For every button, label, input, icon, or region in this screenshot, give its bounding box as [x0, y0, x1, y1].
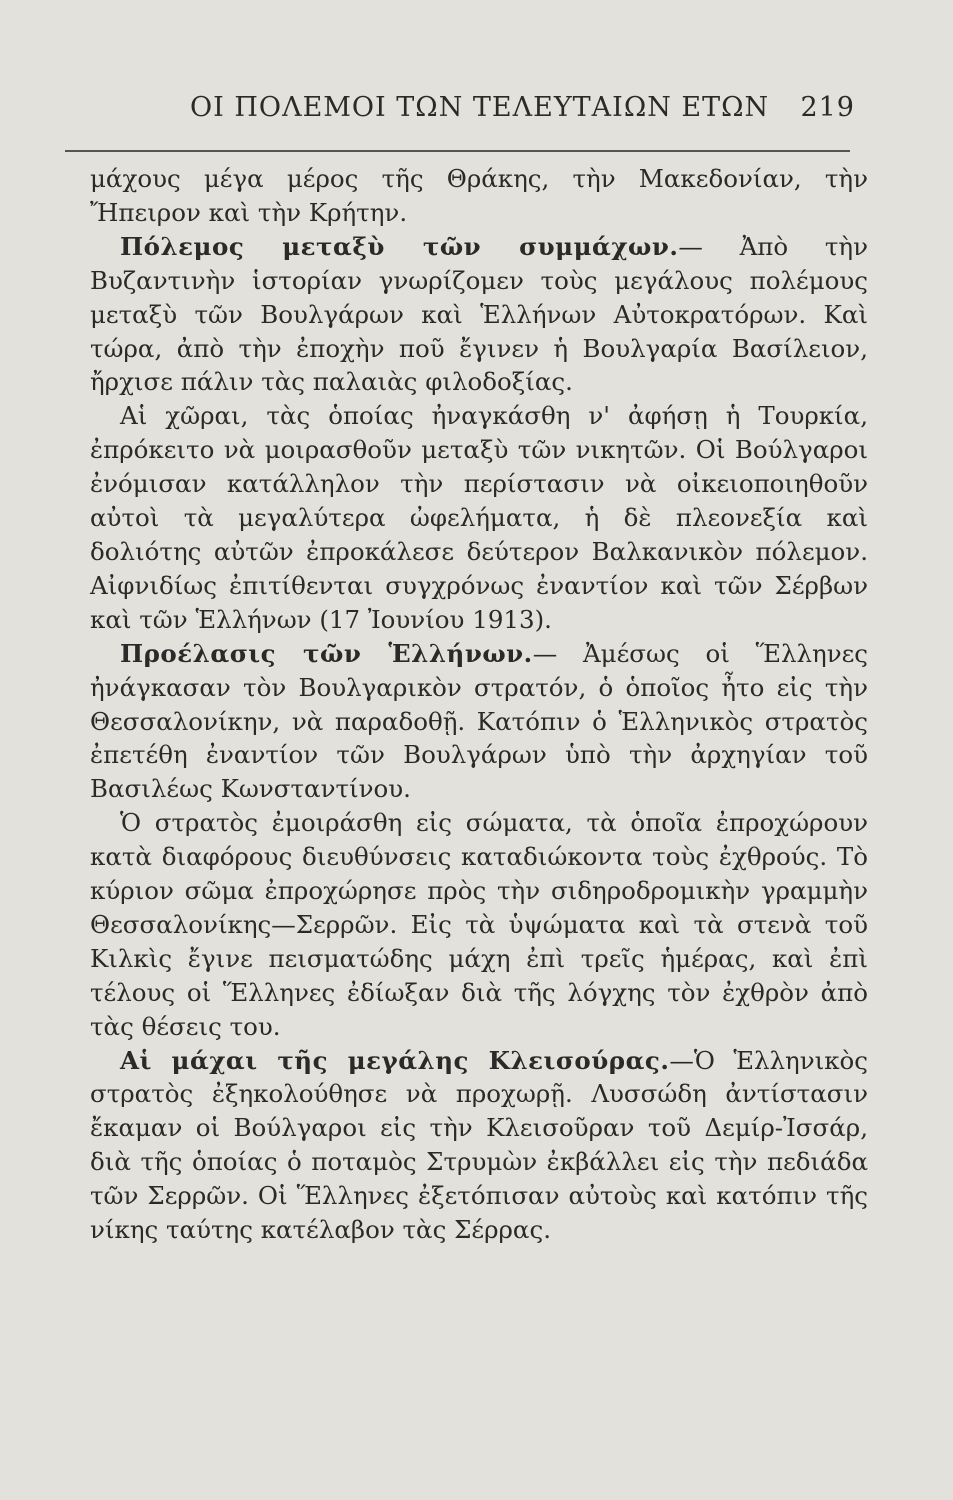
page-header [95, 92, 855, 132]
paragraph: Αἱ χῶραι, τὰς ὁποίας ἠναγκάσθη ν' ἀφήσῃ ἡ Τουρκία, ἐπρόκειτο νὰ μοιρασθοῦν μεταξὺ τῶν νικητῶν. Οἱ Βούλγαροι ἐνόμισαν κατάλληλον τὴν περίστασιν νὰ οἰκειοποιηθοῦν αὐτοὶ τὰ μεγαλύτερα ὠφελήματα, ἡ δὲ πλεονεξία καὶ δολιότης αὐτῶν ἐπροκάλεσε δεύτερον Βαλκανικὸν πόλεμον. Αἰφνιδίως ἐπιτίθενται συγχρόνως ἐναντίον καὶ τῶν Σέρβων καὶ τῶν Ἑλλήνων (17 Ἰουνίου 1913). [90, 401, 868, 634]
paragraph [90, 637, 868, 807]
paragraph-text: — Ἀμέσως οἱ Ἕλληνες ἠνάγκασαν τὸν Βουλγαρικὸν στρατόν, ὁ ὁποῖος ἦτο εἰς τὴν Θεσσαλονίκην, νὰ παραδοθῇ. Κατόπιν ὁ Ἑλληνικὸς στρατὸς ἐπετέθη ἐναντίον τῶν Βουλγάρων ὑπὸ τὴν ἀρχηγίαν τοῦ Βασιλέως Κωνσταντίνου. [90, 638, 869, 804]
header-rule [65, 150, 850, 152]
paragraph: μάχους μέγα μέρος τῆς Θράκης, τὴν Μακεδονίαν, τὴν Ἤπειρον καὶ τὴν Κρήτην. [90, 164, 868, 227]
paragraph [90, 1044, 868, 1247]
section-heading: Αἱ μάχαι τῆς μεγάλης Κλεισούρας. [120, 1045, 670, 1075]
paragraph [90, 230, 868, 400]
section-heading: Πόλεμος μεταξὺ τῶν συμμάχων. [120, 231, 679, 261]
paragraph-text: —Ὁ Ἑλληνικὸς στρατὸς ἐξηκολούθησε νὰ προχωρῇ. Λυσσώδη ἀντίστασιν ἔκαμαν οἱ Βούλγαροι εἰς τὴν Κλεισοῦραν τοῦ Δεμίρ-Ἰσσάρ, διὰ τῆς ὁποίας ὁ ποταμὸς Στρυμὼν ἐκβάλλει εἰς τὴν πεδιάδα τῶν Σερρῶν. Οἱ Ἕλληνες ἐξετόπισαν αὐτοὺς καὶ κατόπιν τῆς νίκης ταύτης κατέλαβον τὰς Σέρρας. [90, 1045, 868, 1245]
section-heading: Προέλασις τῶν Ἑλλήνων. [120, 638, 533, 668]
page-number: 219 [800, 92, 855, 123]
body-text [90, 162, 868, 1247]
running-title: ΟΙ ΠΟΛΕΜΟΙ ΤΩΝ ΤΕΛΕΥΤΑΙΩΝ ΕΤΩΝ [190, 92, 770, 123]
paragraph: Ὁ στρατὸς ἐμοιράσθη εἰς σώματα, τὰ ὁποῖα ἐπροχώρουν κατὰ διαφόρους διευθύνσεις καταδιώκοντα τοὺς ἐχθρούς. Τὸ κύριον σῶμα ἐπροχώρησε πρὸς τὴν σιδηροδρομικὴν γραμμὴν Θεσσαλονίκης—Σερρῶν. Εἰς τὰ ὑψώματα καὶ τὰ στενὰ τοῦ Κιλκὶς ἔγινε πεισματώδης μάχη ἐπὶ τρεῖς ἡμέρας, καὶ ἐπὶ τέλους οἱ Ἕλληνες ἐδίωξαν διὰ τῆς λόγχης τὸν ἐχθρὸν ἀπὸ τὰς θέσεις του. [90, 808, 868, 1041]
paragraph-text: — Ἀπὸ τὴν Βυζαντινὴν ἱστορίαν γνωρίζομεν τοὺς μεγάλους πολέμους μεταξὺ τῶν Βουλγάρων καὶ Ἑλλήνων Αὐτοκρατόρων. Καὶ τώρα, ἀπὸ τὴν ἐποχὴν ποῦ ἔγινεν ἡ Βουλγαρία Βασίλειον, ἤρχισε πάλιν τὰς παλαιὰς φιλοδοξίας. [90, 231, 868, 397]
